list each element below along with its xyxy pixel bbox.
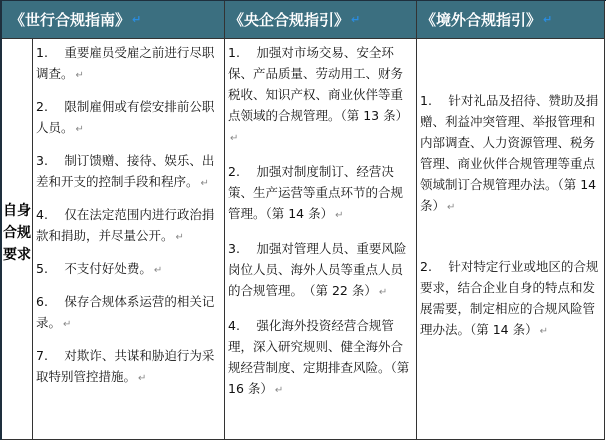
row-divider — [2, 439, 605, 440]
world-bank-requirements — [36, 42, 222, 389]
return-mark: ↵ — [351, 13, 361, 26]
column-divider — [224, 1, 225, 439]
header-title: 《世行合规指南》 — [10, 11, 131, 29]
soe-requirements — [228, 42, 414, 401]
return-mark: ↵ — [200, 178, 209, 189]
list-item: 1. 加强对市场交易、安全环保、产品质量、劳动用工、财务税收、知识产权、商业伙伴等重点领域的合规管理。（第 13 条）↵ — [228, 45, 409, 144]
return-mark: ↵ — [230, 133, 239, 144]
list-item: 3. 加强对管理人员、重要风险岗位人员、海外人员等重点人员的合规管理。 （第 22 条） ↵ — [228, 241, 407, 298]
return-mark: ↵ — [75, 124, 84, 135]
list-item: 2. 针对特定行业或地区的合规要求，结合企业自身的特点和发展需要，制定相应的合规风险管理办法。（第 14 条） ↵ — [420, 259, 599, 337]
row-label-line: 合规 — [3, 225, 31, 241]
return-mark: ↵ — [138, 373, 147, 384]
return-mark: ↵ — [63, 319, 72, 330]
list-item: 1. 重要雇员受雇之前进行尽职调查。 ↵ — [36, 45, 215, 81]
column-divider — [604, 1, 605, 439]
return-mark: ↵ — [75, 70, 84, 81]
return-mark: ↵ — [378, 287, 388, 298]
return-mark: ↵ — [335, 210, 344, 221]
row-label-line: 要求 — [3, 247, 31, 263]
list-item: 2. 限制雇佣或有偿安排前公职人员。 ↵ — [36, 99, 215, 135]
header-title: 《央企合规指引》 — [229, 11, 350, 29]
return-mark: ↵ — [274, 385, 284, 396]
header-cell-world-bank-guide — [6, 1, 224, 38]
list-item: 3. 制订馈赠、接待、娱乐、出差和开支的控制手段和程序。 ↵ — [36, 153, 215, 189]
return-mark: ↵ — [132, 13, 142, 26]
list-item: 5. 不支付好处费。 ↵ — [36, 261, 163, 276]
return-mark: ↵ — [539, 326, 548, 337]
return-mark: ↵ — [447, 202, 456, 213]
return-mark: ↵ — [153, 265, 163, 276]
column-divider — [416, 1, 417, 439]
list-item: 2. 加强对制度制订、经营决策、生产运营等重点环节的合规管理。（第 14 条） ↵ — [228, 164, 404, 221]
list-item: 4. 强化海外投资经营合规管理，深入研究规则、健全海外合规经营制度、定期排查风险。（第 16 条） ↵ — [228, 318, 410, 396]
return-mark: ↵ — [543, 13, 553, 26]
overseas-requirements — [420, 90, 602, 342]
list-item: 6. 保存合规体系运营的相关记录。 ↵ — [36, 294, 215, 330]
list-item: 4. 仅在法定范围内进行政治捐款和捐助，并尽量公开。 ↵ — [36, 207, 215, 243]
return-mark: ↵ — [175, 232, 184, 243]
header-title: 《境外合规指引》 — [421, 11, 542, 29]
row-label-line: 自身 — [3, 203, 31, 219]
column-divider — [32, 38, 33, 439]
row-divider — [2, 38, 605, 39]
header-cell-overseas-guideline — [417, 1, 605, 38]
row-label — [2, 200, 32, 266]
list-item: 7. 对欺诈、共谋和胁迫行为采取特别管控措施。 ↵ — [36, 348, 215, 384]
list-item: 1. 针对礼品及招待、赞助及捐赠、利益冲突管理、举报管理和内部调查、人力资源管理、税务管理、商业伙伴合规管理等重点领域制订合规管理办法。（第 14 条） ↵ — [420, 93, 599, 213]
header-cell-soe-guideline — [225, 1, 416, 38]
